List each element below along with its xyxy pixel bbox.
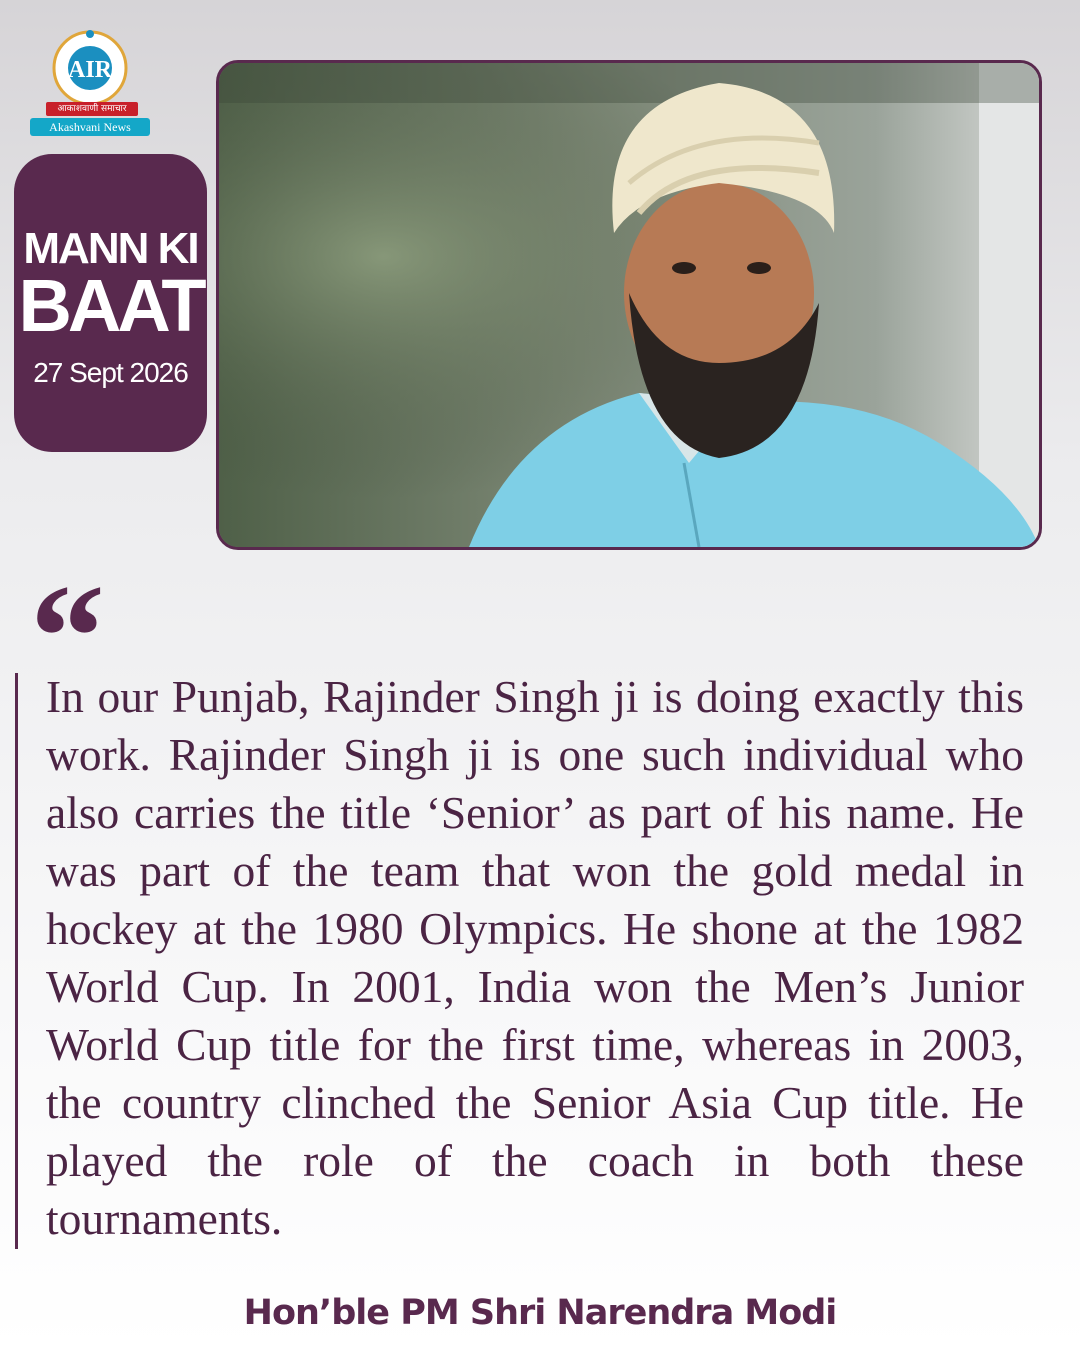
logo-tag: Akashvani News <box>30 118 150 136</box>
portrait-photo <box>216 60 1042 550</box>
signature: Hon’ble PM Shri Narendra Modi <box>243 1293 837 1333</box>
badge-line-1: MANN KI <box>23 224 198 273</box>
quote-side-bar <box>15 673 18 1249</box>
badge-line-2: BAAT <box>18 264 203 347</box>
mann-ki-baat-badge <box>14 154 207 452</box>
portrait-photo-icon <box>219 63 1039 547</box>
quote-text: In our Punjab, Rajinder Singh ji is doing exactly this work. Rajinder Singh ji is one such individual who also carries the title ‘Senior’ as part of his name. He was part of the team that won the gold medal in hockey at the 1980 Olympics. He shone at the 1982 World Cup. In 2001, India won the Men’s Junior World Cup title for the first time, whereas in 2003, the country clinched the Senior Asia Cup title. He played the role of the coach in both these tournaments. <box>46 671 1024 1244</box>
logo-hindi-label: आकाशवाणी समाचार <box>46 102 138 116</box>
badge-date: 27 Sept 2026 <box>33 357 188 388</box>
akashvani-logo <box>30 28 156 140</box>
opening-quote-mark: “ <box>30 554 105 720</box>
logo-emblem-text: AIR <box>67 57 113 83</box>
